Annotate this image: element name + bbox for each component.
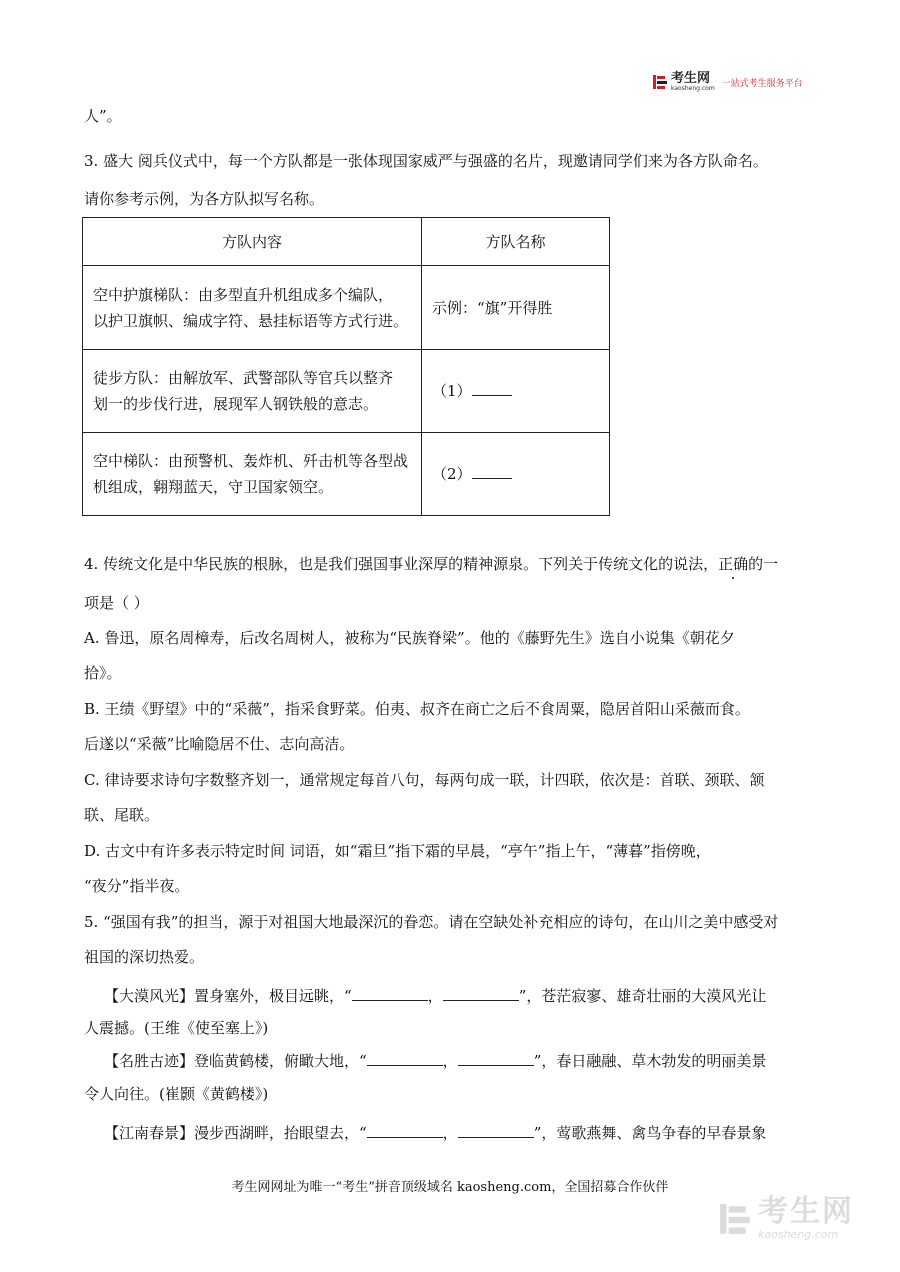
table-header-row bbox=[83, 218, 610, 266]
cell-text: 机组成，翱翔蓝天，守卫国家领空。 bbox=[93, 478, 334, 496]
table-cell-name bbox=[422, 433, 610, 516]
fill-text: ”，莺歌燕舞、禽鸟争春的早春景象 bbox=[533, 1124, 767, 1142]
table-header-content: 方队内容 bbox=[83, 218, 422, 266]
watermark-text bbox=[758, 1196, 854, 1241]
fill-text: ， bbox=[442, 1052, 458, 1070]
option-c: C. 律诗要求诗句字数整齐划一，通常规定每首八句，每两句成一联，计四联，依次是：首联、颈联、颔 bbox=[84, 771, 765, 789]
text-line: 人”。 bbox=[84, 107, 122, 125]
logo-text bbox=[671, 72, 715, 92]
site-logo[interactable] bbox=[652, 72, 803, 92]
option-b-cont: 后遂以“采薇”比喻隐居不仕、志向高洁。 bbox=[84, 735, 355, 753]
cell-text: 空中护旗梯队：由多型直升机组成多个编队， bbox=[93, 285, 394, 304]
fill-text: 【名胜古迹】登临黄鹤楼，俯瞰大地，“ bbox=[104, 1052, 367, 1070]
watermark-domain: kaosheng.com bbox=[758, 1228, 839, 1241]
table-row bbox=[83, 350, 610, 433]
page-footer: 考生网网址为唯一“考生”拼音顶级域名 kaosheng.com，全国招募合作伙伴 bbox=[231, 1180, 669, 1195]
stem-text: 4. 传统文化是中华民族的根脉，也是我们强国事业深厚的精神源泉。下列关于传统文化的说法， bbox=[84, 555, 719, 573]
watermark bbox=[718, 1196, 854, 1241]
answer-blank[interactable] bbox=[472, 464, 512, 479]
answer-blank[interactable] bbox=[352, 986, 428, 1001]
question-4-stem-end: 项是（ ） bbox=[84, 594, 149, 612]
option-d: D. 古文中有许多表示特定时间 词语，如“霜旦”指下霜的早晨，“亭午”指上午，“薄暮”指傍晚， bbox=[84, 842, 711, 860]
answer-label: （2） bbox=[432, 465, 472, 483]
fill-text: ， bbox=[442, 1124, 458, 1142]
fill-text: 【江南春景】漫步西湖畔，抬眼望去，“ bbox=[104, 1124, 367, 1142]
answer-blank[interactable] bbox=[443, 986, 519, 1001]
watermark-name: 考生网 bbox=[758, 1194, 854, 1229]
table-cell-content bbox=[83, 433, 422, 516]
question-5-stem: 5. “强国有我”的担当，源于对祖国大地最深沉的眷恋。请在空缺处补充相应的诗句，在山川之美中感受对 bbox=[84, 913, 779, 931]
fill-line-crane bbox=[104, 1050, 766, 1072]
fill-line-desert bbox=[104, 985, 766, 1007]
question-4-stem bbox=[84, 553, 778, 575]
answer-blank[interactable] bbox=[458, 1123, 534, 1138]
watermark-logo-icon bbox=[718, 1202, 752, 1236]
table-row bbox=[83, 433, 610, 516]
stem-text: 的一 bbox=[748, 555, 779, 573]
option-b: B. 王绩《野望》中的“采薇”，指采食野菜。伯夷、叔齐在商亡之后不食周粟，隐居首阳山采薇而食。 bbox=[84, 700, 750, 718]
logo-slogan: 一站式考生服务平台 bbox=[721, 78, 803, 89]
option-c-cont: 联、尾联。 bbox=[84, 806, 160, 824]
fill-line-spring bbox=[104, 1122, 766, 1144]
table-cell-content bbox=[83, 350, 422, 433]
cell-text: 徒步方队：由解放军、武警部队等官兵以整齐 bbox=[93, 369, 394, 387]
table-row bbox=[83, 266, 610, 350]
answer-blank[interactable] bbox=[367, 1051, 443, 1066]
fill-line-desert-cont: 人震撼。(王维《使至塞上》) bbox=[84, 1019, 269, 1037]
emphasis-text: 正确 bbox=[718, 555, 749, 573]
cell-text: 以护卫旗帜、编成字符、悬挂标语等方式行进。 bbox=[93, 311, 409, 330]
cell-text: 划一的步伐行进，展现军人钢铁般的意志。 bbox=[93, 395, 379, 413]
table-cell-name bbox=[422, 350, 610, 433]
kaosheng-logo-icon bbox=[652, 74, 668, 90]
question-3-stem: 3. 盛大 阅兵仪式中，每一个方队都是一张体现国家威严与强盛的名片，现邀请同学们来为各方队命名。 bbox=[84, 152, 768, 170]
fill-text: ， bbox=[427, 987, 443, 1005]
squad-table bbox=[82, 217, 610, 516]
answer-label: （1） bbox=[432, 382, 472, 400]
answer-blank[interactable] bbox=[472, 381, 512, 396]
logo-name: 考生网 bbox=[671, 71, 711, 86]
question-5-stem-cont: 祖国的深切热爱。 bbox=[84, 948, 205, 966]
cell-text: 空中梯队：由预警机、轰炸机、歼击机等各型战 bbox=[93, 452, 409, 470]
answer-blank[interactable] bbox=[367, 1123, 443, 1138]
option-a: A. 鲁迅，原名周樟寿，后改名周树人，被称为“民族脊梁”。他的《藤野先生》选自小说集《朝花夕 bbox=[84, 629, 735, 647]
table-cell-content bbox=[83, 266, 422, 350]
question-3-instruction: 请你参考示例，为各方队拟写名称。 bbox=[84, 190, 325, 208]
fill-text: 【大漠风光】置身塞外，极目远眺，“ bbox=[104, 987, 352, 1005]
fill-text: ”，苍茫寂寥、雄奇壮丽的大漠风光让 bbox=[518, 987, 767, 1005]
logo-domain: kaosheng.com bbox=[671, 85, 715, 92]
table-header-name: 方队名称 bbox=[422, 218, 610, 266]
option-a-cont: 拾》。 bbox=[84, 664, 122, 682]
option-d-cont: “夜分”指半夜。 bbox=[84, 877, 190, 895]
answer-blank[interactable] bbox=[458, 1051, 534, 1066]
fill-text: ”，春日融融、草木勃发的明丽美景 bbox=[533, 1052, 767, 1070]
table-cell-name: 示例：“旗”开得胜 bbox=[422, 266, 610, 350]
fill-line-crane-cont: 令人向往。(崔颢《黄鹤楼》) bbox=[84, 1085, 269, 1103]
